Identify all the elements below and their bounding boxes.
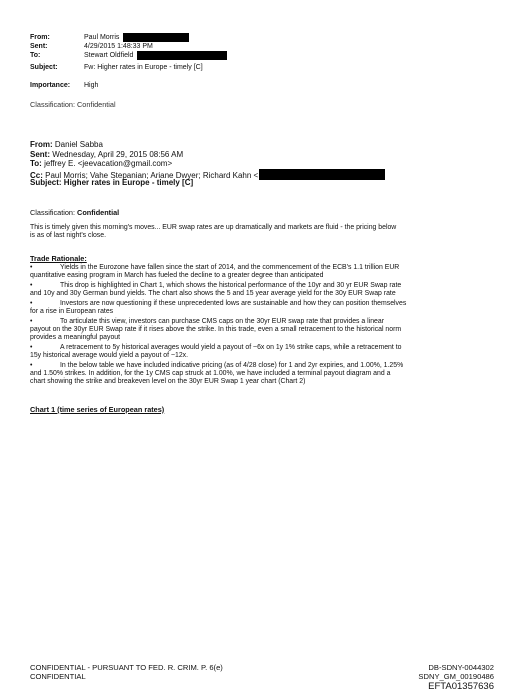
- bullet-line: chart showing the strike and breakeven level on the 30yr EUR Swap 1 year chart (Chart 2): [30, 378, 306, 386]
- bullet-icon: •: [30, 362, 33, 369]
- fwd-importance-value: High: [84, 82, 99, 89]
- bullet-line: 15y historical average would yield a payout of ~12x.: [30, 352, 189, 360]
- fwd-to-label: To:: [30, 52, 41, 59]
- bullet-line: Investors are now questioning if these unprecedented lows are sustainable and how they can position themselves: [60, 300, 407, 307]
- redaction-box: [137, 51, 227, 60]
- fwd-importance-row: [30, 81, 98, 90]
- fwd-subject-value: Fw: Higher rates in Europe - timely [C]: [84, 64, 203, 71]
- orig-subject-row: [30, 178, 193, 187]
- footer-left: [30, 663, 223, 681]
- orig-sent-row: [30, 150, 183, 159]
- bullet-line: Yields in the Eurozone have fallen since the start of 2014, and the commencement of the ECB's 1.1 trillion EUR: [60, 264, 400, 271]
- fwd-subject-label: Subject:: [30, 64, 58, 71]
- bullet-icon: •: [30, 300, 33, 307]
- bullet-line: In the below table we have included indicative pricing (as of 4/28 close) for 1 and 2yr expiries, and 1.00%, 1.25%: [60, 362, 404, 369]
- orig-sent-label: Sent:: [30, 149, 50, 159]
- intro-line: This is timely given this morning's moves... EUR swap rates are up dramatically and markets are fluid - the pricing below: [30, 224, 397, 231]
- bullet-icon: •: [30, 264, 33, 271]
- fwd-from-label: From:: [30, 34, 50, 41]
- intro-paragraph: [30, 224, 486, 240]
- orig-from-label: From:: [30, 140, 53, 149]
- fwd-sent-row: [30, 42, 153, 51]
- chart1-title: Chart 1 (time series of European rates): [30, 405, 165, 414]
- bullet-line: and 1.50% strikes. In addition, for the 1y CMS cap struck at 1.00%, we have included a terminal payout diagram and a: [30, 370, 391, 378]
- fwd-to-value: Stewart Oldfield: [84, 52, 134, 59]
- efta-number: EFTA01357636: [428, 681, 494, 692]
- bullet-item: [30, 318, 486, 343]
- bullet-line: This drop is highlighted in Chart 1, which shows the historical performance of the 10yr and 30 yr EUR Swap rate: [60, 282, 402, 289]
- bullet-item: [30, 362, 486, 387]
- orig-from-row: [30, 140, 103, 149]
- bullet-item: [30, 300, 486, 316]
- bates-number: SDNY_GM_00190486: [418, 672, 494, 681]
- classification-line: [30, 208, 119, 217]
- fwd-sent-label: Sent:: [30, 43, 48, 50]
- orig-to-label: To:: [30, 159, 42, 168]
- orig-sent-value: Wednesday, April 29, 2015 08:56 AM: [52, 149, 184, 159]
- bullet-line: quantitative easing program in March has fueled the decline to a greater degree than anticipated: [30, 272, 324, 280]
- orig-subject-label: Subject:: [30, 178, 62, 187]
- bullet-line: and 10y and 30y German bund yields. The chart also shows the 5 and 15 year average yield for the 30y EUR Swap rate: [30, 290, 396, 298]
- orig-to-value: jeffrey E. <jeevacation@gmail.com>: [44, 159, 173, 168]
- redaction-box: [123, 33, 189, 42]
- classification-label: Classification:: [30, 208, 76, 217]
- bullet-icon: •: [30, 344, 33, 351]
- footer-confidential-line: CONFIDENTIAL: [30, 672, 86, 681]
- bullet-line: A retracement to 5y historical averages would yield a payout of ~6x on 1y 1% strike caps, while a retracement to: [60, 344, 402, 351]
- bullet-line: provides a meaningful payout: [30, 334, 121, 342]
- intro-line: is as of last night's close.: [30, 232, 106, 240]
- fwd-sent-value: 4/29/2015 1:48:33 PM: [84, 43, 153, 50]
- orig-to-row: [30, 159, 172, 168]
- fwd-importance-label: Importance:: [30, 82, 71, 89]
- bullet-line: for a rise in European rates: [30, 308, 114, 316]
- orig-subject-value: Higher rates in Europe - timely [C]: [63, 178, 194, 187]
- classification-top: Classification: Confidential: [30, 100, 116, 109]
- classification-value: Confidential: [77, 208, 120, 217]
- bullet-line: payout on the 30yr EUR Swap rate if it rises above the strike. In this trade, even a small retracement to the historical norm: [30, 326, 402, 334]
- bates-number: DB-SDNY-0044302: [428, 663, 494, 672]
- fwd-to-row: [30, 51, 227, 60]
- trade-rationale-title: Trade Rationale:: [30, 254, 87, 263]
- bullet-icon: •: [30, 318, 33, 325]
- footer-confidential-line: CONFIDENTIAL - PURSUANT TO FED. R. CRIM. P. 6(e): [30, 663, 223, 672]
- fwd-from-value: Paul Morris: [84, 34, 120, 41]
- orig-cc-value: Paul Morris; Vahe Stepanian; Ariane Dwyer; Richard Kahn <: [45, 170, 259, 180]
- redaction-box: [259, 169, 385, 180]
- bullet-item: [30, 282, 486, 298]
- bullet-line: To articulate this view, investors can purchase CMS caps on the 30yr EUR swap rate that provides a linear: [60, 318, 385, 325]
- orig-cc-label: Cc:: [30, 170, 43, 180]
- fwd-subject-row: [30, 63, 203, 72]
- orig-from-value: Daniel Sabba: [54, 140, 103, 149]
- fwd-from-row: [30, 33, 189, 42]
- bullet-icon: •: [30, 282, 33, 289]
- bullet-item: [30, 344, 486, 360]
- bullet-item: [30, 264, 486, 280]
- footer-right: [418, 663, 494, 692]
